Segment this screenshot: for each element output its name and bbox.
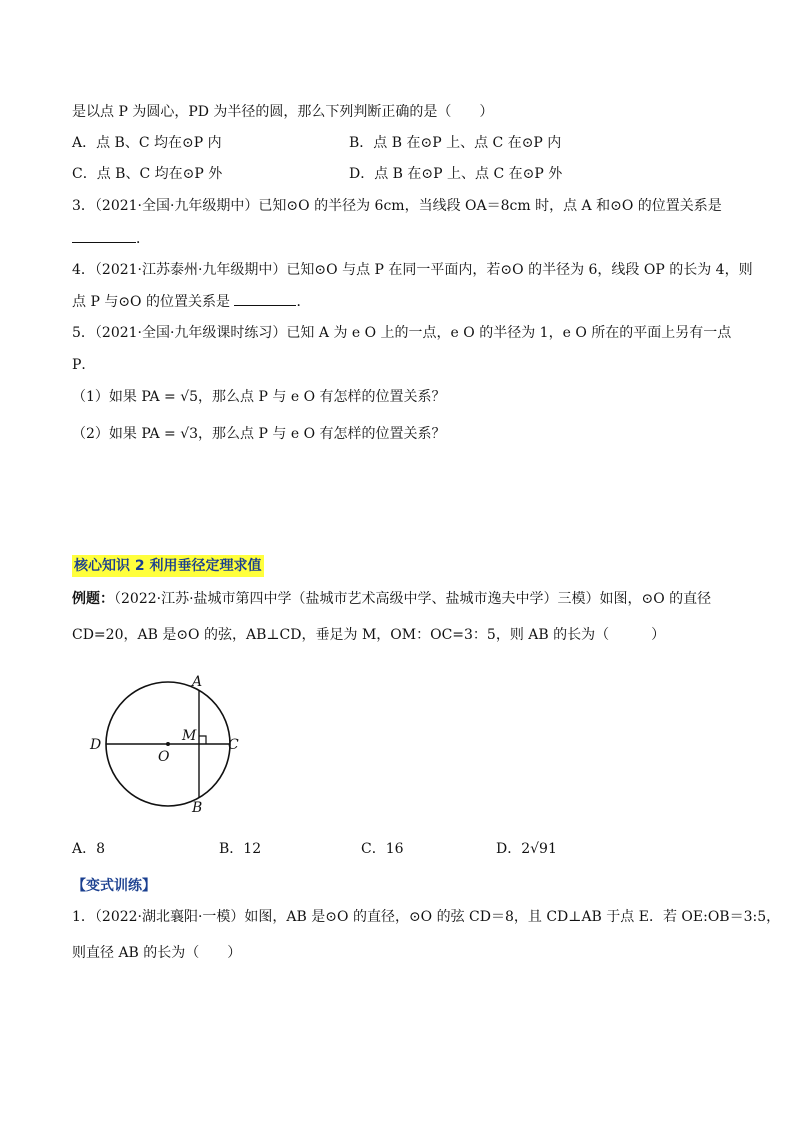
section-title: 核心知识 2 利用垂径定理求值 bbox=[72, 555, 264, 577]
label-d: D bbox=[90, 737, 102, 753]
answer-blank[interactable] bbox=[72, 228, 136, 243]
question-3: 3．（2021·全国·九年级期中）已知⊙O 的半径为 6cm，当线段 OA＝8cm 时，点 A 和⊙O 的位置关系是 bbox=[72, 198, 722, 214]
question-5-line-2: P． bbox=[72, 357, 96, 373]
question-4-text: 点 P 与⊙O 的位置关系是 bbox=[72, 294, 230, 310]
variant-title: 【变式训练】 bbox=[72, 878, 156, 894]
question-4-line-1: 4．（2021·江苏泰州·九年级期中）已知⊙O 与点 P 在同一平面内，若⊙O 的半径为 6，线段 OP 的长为 4，则 bbox=[72, 262, 753, 278]
example-line-2: CD=20，AB 是⊙O 的弦，AB⊥CD，垂足为 M，OM：OC=3：5，则 AB 的长为（ ） bbox=[72, 627, 666, 643]
option-b: B．12 bbox=[219, 841, 262, 857]
variant-question-1-line-2: 则直径 AB 的长为（ ） bbox=[72, 945, 242, 961]
period: ． bbox=[296, 294, 311, 310]
question-5-part-1: （1）如果 PA = √5，那么点 P 与 e O 有怎样的位置关系？ bbox=[72, 389, 446, 405]
option-b-q2: B．点 B 在⊙P 上、点 C 在⊙P 内 bbox=[349, 135, 562, 151]
option-a-q2: A．点 B、C 均在⊙P 内 bbox=[72, 135, 222, 151]
variant-question-1-line-1: 1．（2022·湖北襄阳·一模）如图，AB 是⊙O 的直径，⊙O 的弦 CD＝8，且 CD⊥AB 于点 E．若 OE:OB＝3:5， bbox=[72, 909, 781, 925]
example-label: 例题： bbox=[72, 591, 114, 607]
center-dot bbox=[166, 742, 170, 746]
label-m: M bbox=[182, 728, 197, 744]
option-d: D．2√91 bbox=[496, 841, 557, 857]
question-3-answer-line bbox=[72, 228, 150, 249]
option-a: A．8 bbox=[72, 841, 106, 857]
example-text: （2022·江苏·盐城市第四中学（盐城市艺术高级中学、盐城市逸夫中学）三模）如图，⊙O 的直径 bbox=[114, 591, 712, 607]
label-b: B bbox=[192, 800, 203, 816]
right-angle-mark bbox=[199, 736, 206, 744]
period: ． bbox=[136, 231, 150, 247]
question-5-line-1: 5．（2021·全国·九年级课时练习）已知 A 为 e O 上的一点，e O 的半径为 1，e O 所在的平面上另有一点 bbox=[72, 325, 732, 341]
question-4-line-2 bbox=[72, 291, 310, 312]
question-5-part-2: （2）如果 PA = √3，那么点 P 与 e O 有怎样的位置关系？ bbox=[72, 426, 446, 442]
circle-figure bbox=[84, 666, 264, 816]
question-2-stem-tail: 是以点 P 为圆心，PD 为半径的圆，那么下列判断正确的是（ ） bbox=[72, 104, 494, 120]
option-c: C．16 bbox=[361, 841, 404, 857]
answer-blank[interactable] bbox=[234, 291, 296, 306]
label-o: O bbox=[158, 749, 170, 765]
example-line-1 bbox=[72, 589, 711, 609]
label-c: C bbox=[228, 737, 239, 753]
option-c-q2: C．点 B、C 均在⊙P 外 bbox=[72, 166, 223, 182]
option-d-q2: D．点 B 在⊙P 上、点 C 在⊙P 外 bbox=[349, 166, 563, 182]
label-a: A bbox=[192, 674, 203, 690]
